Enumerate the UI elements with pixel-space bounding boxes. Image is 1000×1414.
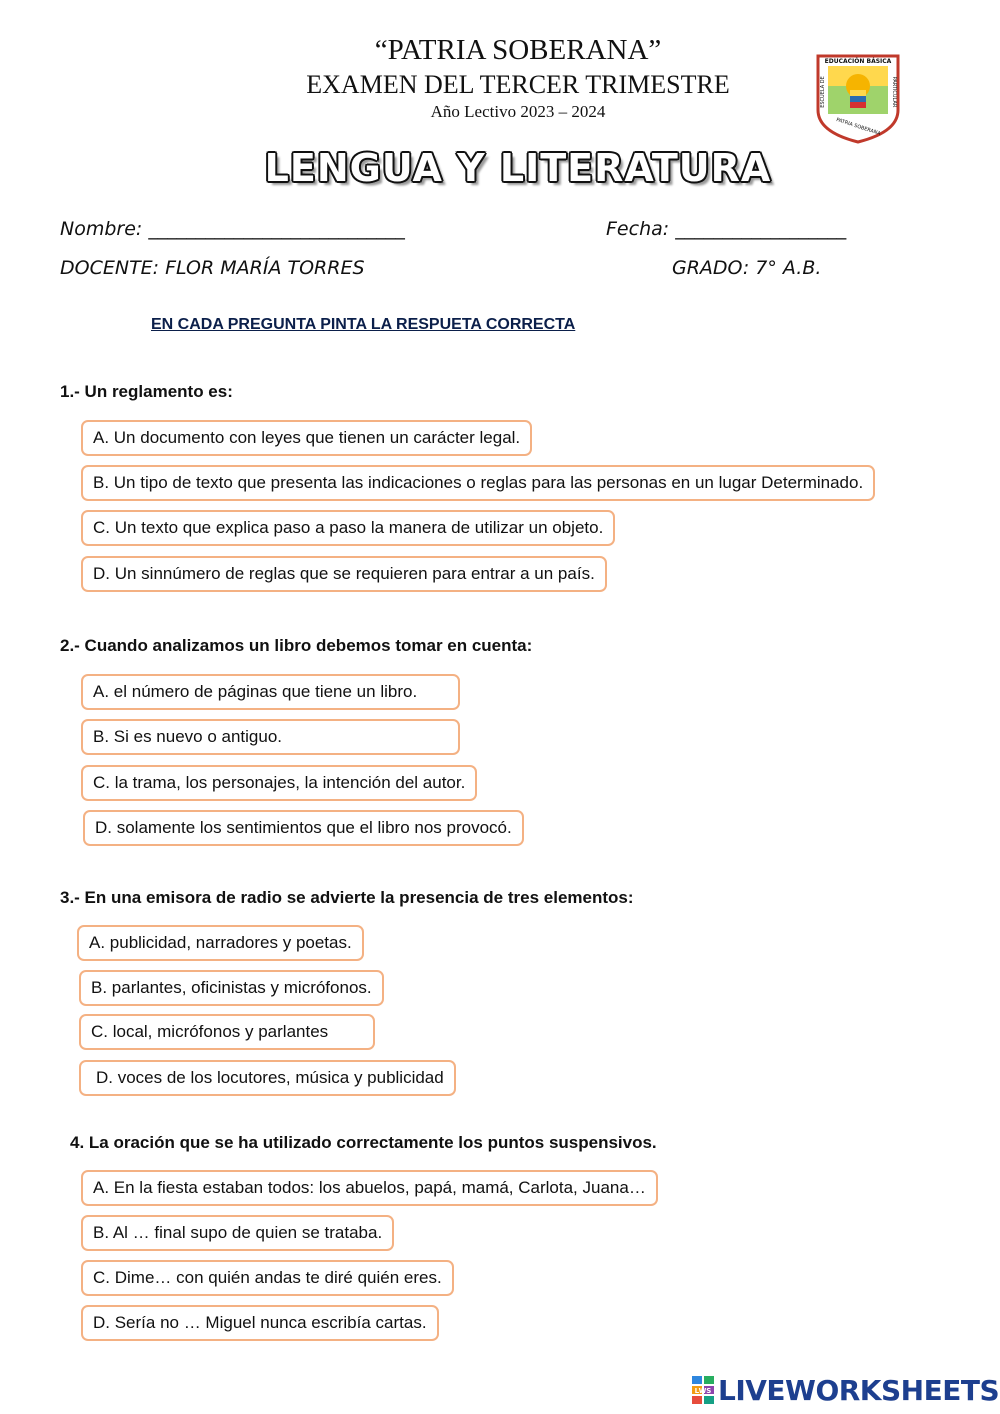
- question-3-option-b[interactable]: B. parlantes, oficinistas y micrófonos.: [79, 970, 384, 1006]
- question-2-title: 2.- Cuando analizamos un libro debemos tomar en cuenta:: [60, 636, 533, 655]
- logo-top-text: EDUCACIÓN BÁSICA: [824, 58, 892, 65]
- question-4-option-d[interactable]: D. Sería no … Miguel nunca escribía cartas.: [81, 1305, 439, 1341]
- school-year: Año Lectivo 2023 – 2024: [430, 102, 606, 121]
- question-4-option-a[interactable]: A. En la fiesta estaban todos: los abuelos, papá, mamá, Carlota, Juana…: [81, 1170, 658, 1206]
- instruction-text: EN CADA PREGUNTA PINTA LA RESPUETA CORRECTA: [151, 316, 576, 333]
- question-1-title: 1.- Un reglamento es:: [60, 382, 233, 401]
- teacher-label: DOCENTE: FLOR MARÍA TORRES: [60, 257, 365, 279]
- question-3-title: 3.- En una emisora de radio se advierte la presencia de tres elementos:: [60, 888, 634, 907]
- school-shield-logo: [814, 52, 902, 144]
- liveworksheets-wordmark: LIVEWORKSHEETS: [718, 1373, 1000, 1407]
- question-2-option-a[interactable]: A. el número de páginas que tiene un libro.: [81, 674, 460, 710]
- question-2-option-c[interactable]: C. la trama, los personajes, la intención del autor.: [81, 765, 477, 801]
- question-3-option-d[interactable]: D. voces de los locutores, música y publicidad: [79, 1060, 456, 1096]
- question-4-option-b[interactable]: B. Al … final supo de quien se trataba.: [81, 1215, 394, 1251]
- question-1-option-d[interactable]: D. Un sinnúmero de reglas que se requieren para entrar a un país.: [81, 556, 607, 592]
- question-2-option-b[interactable]: B. Si es nuevo o antiguo.: [81, 719, 460, 755]
- name-field[interactable]: Nombre: ___________________________: [60, 218, 405, 240]
- question-3-option-c[interactable]: C. local, micrófonos y parlantes: [79, 1014, 375, 1050]
- subject-title: LENGUA Y LITERATURA: [264, 146, 772, 190]
- liveworksheets-logo-icon: [692, 1376, 714, 1404]
- date-field[interactable]: Fecha: __________________: [606, 218, 847, 240]
- question-4-option-c[interactable]: C. Dime… con quién andas te diré quién eres.: [81, 1260, 454, 1296]
- school-name: “PATRIA SOBERANA”: [374, 34, 662, 66]
- grade-label: GRADO: 7° A.B.: [672, 257, 822, 279]
- exam-title: EXAMEN DEL TERCER TRIMESTRE: [306, 70, 730, 99]
- logo-right-text: PARTICULAR: [891, 76, 897, 108]
- question-1-option-a[interactable]: A. Un documento con leyes que tienen un carácter legal.: [81, 420, 532, 456]
- question-1-option-b[interactable]: B. Un tipo de texto que presenta las indicaciones o reglas para las personas en un lugar Determinado.: [81, 465, 875, 501]
- logo-icon-letters: LWS: [694, 1387, 712, 1395]
- liveworksheets-brand: [692, 1372, 999, 1408]
- question-3-option-a[interactable]: A. publicidad, narradores y poetas.: [77, 925, 364, 961]
- question-1-option-c[interactable]: C. Un texto que explica paso a paso la manera de utilizar un objeto.: [81, 510, 615, 546]
- question-4-title: 4. La oración que se ha utilizado correctamente los puntos suspensivos.: [70, 1133, 657, 1152]
- logo-bottom-text: PATRIA SOBERANA: [835, 117, 882, 138]
- question-2-option-d[interactable]: D. solamente los sentimientos que el libro nos provocó.: [83, 810, 524, 846]
- logo-left-text: ESCUELA DE: [820, 76, 826, 108]
